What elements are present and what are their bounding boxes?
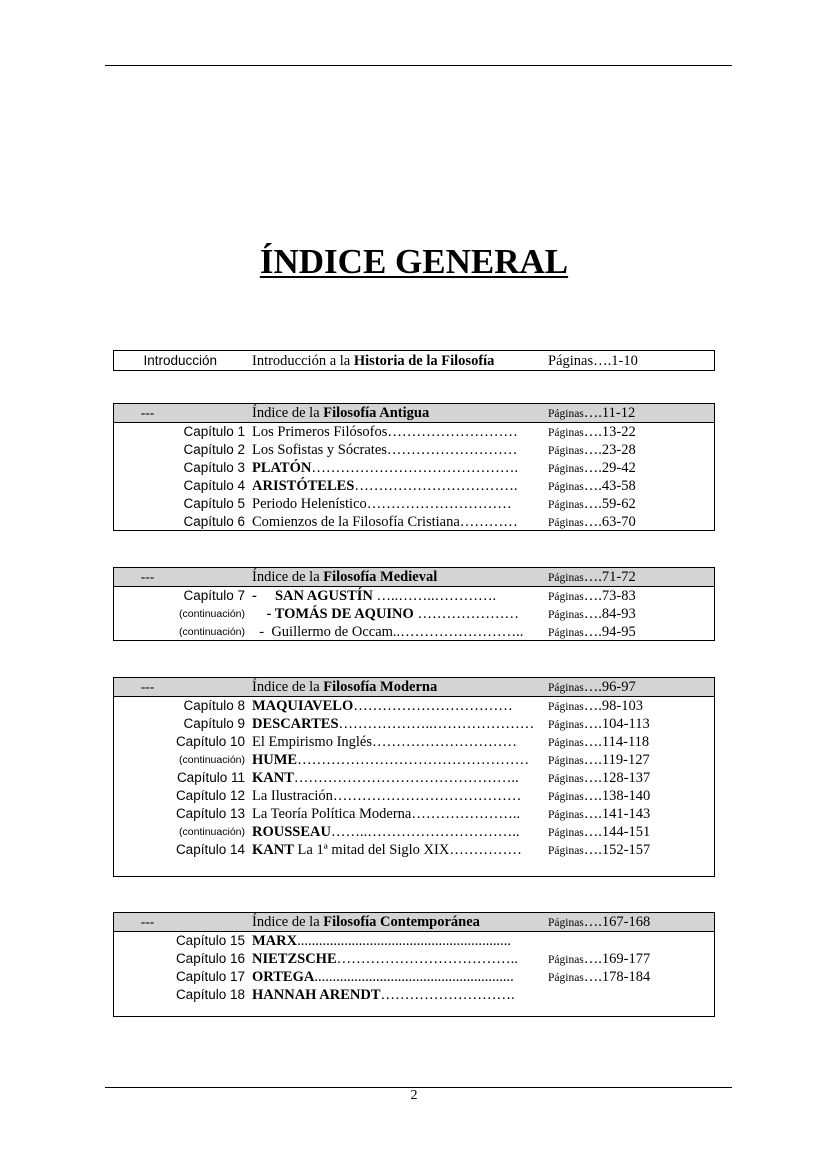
chapter-label: Capítulo 18 [175,987,245,1002]
chapter-title: KANT La 1ª mitad del Siglo XIX…………… [252,842,522,858]
toc-row [114,769,714,787]
chapter-pages: Páginas….138-140 [548,788,651,804]
toc-row [114,751,714,769]
chapter-title: El Empirismo Inglés………………………… [252,734,518,750]
section-header [114,568,714,587]
header-title: Índice de la Filosofía Medieval [252,569,438,585]
chapter-label: (continuación) [179,626,245,638]
chapter-label: Capítulo 14 [175,842,245,857]
chapter-title: - Guillermo de Occam..…………………….. [252,624,524,640]
chapter-title: Periodo Helenístico………………………… [252,496,512,512]
header-title: Índice de la Filosofía Moderna [252,679,438,695]
page-number: 2 [410,1088,418,1103]
toc-row [114,841,714,859]
chapter-title: ROUSSEAU……..………………………….. [252,824,520,840]
chapter-label: Capítulo 1 [183,424,245,439]
toc-row [114,623,714,641]
chapter-title: HUME………………………………………… [252,752,530,768]
chapter-pages: Páginas….98-103 [548,698,643,714]
intro-pages: Páginas….1-10 [548,353,638,369]
chapter-label: Capítulo 6 [183,514,245,529]
header-label: --- [140,679,155,694]
toc-row [114,733,714,751]
top-rule [105,65,732,66]
chapter-title: MARX........................................................... [252,933,511,949]
chapter-pages: Páginas….144-151 [548,824,651,840]
chapter-pages: Páginas….104-113 [548,716,650,732]
chapter-label: Capítulo 12 [175,788,245,803]
chapter-pages: Páginas….63-70 [548,514,636,530]
toc-row [114,805,714,823]
chapter-pages: Páginas….178-184 [548,969,651,985]
chapter-label: Capítulo 17 [175,969,245,984]
chapter-title: La Teoría Política Moderna………………….. [252,806,521,822]
chapter-label: Capítulo 15 [175,933,245,948]
section-antigua [113,403,715,531]
toc-row [114,477,714,495]
toc-row [114,787,714,805]
chapter-title: ARISTÓTELES……………………………. [252,478,518,494]
header-pages: Páginas….96-97 [548,679,636,695]
chapter-label: (continuación) [179,754,245,766]
chapter-label: (continuación) [179,826,245,838]
chapter-title: Los Primeros Filósofos……………………… [252,424,518,440]
chapter-title: Comienzos de la Filosofía Cristiana………… [252,514,518,530]
section-moderna [113,677,715,877]
toc-row [114,697,714,715]
header-title: Índice de la Filosofía Antigua [252,405,430,421]
toc-row [114,715,714,733]
chapter-pages: Páginas….29-42 [548,460,636,476]
chapter-label: Capítulo 4 [183,478,245,493]
chapter-label: Capítulo 5 [183,496,245,511]
chapter-pages: Páginas….128-137 [548,770,651,786]
toc-row [114,968,714,986]
chapter-pages: Páginas….84-93 [548,606,636,622]
chapter-pages: Páginas….141-143 [548,806,651,822]
toc-row [114,950,714,968]
chapter-label: (continuación) [179,608,245,620]
chapter-title: PLATÓN……………………………………. [252,460,518,476]
chapter-title: KANT……………………………………….. [252,770,519,786]
chapter-label: Capítulo 3 [183,460,245,475]
chapter-pages: Páginas….119-127 [548,752,650,768]
header-label: --- [140,405,155,420]
toc-row [114,605,714,623]
chapter-title: ORTEGA....................................................... [252,969,514,985]
chapter-label: Capítulo 9 [183,716,245,731]
chapter-pages: Páginas….43-58 [548,478,636,494]
toc-row [114,423,714,441]
chapter-label: Capítulo 11 [176,770,245,785]
chapter-title: DESCARTES………………..………………… [252,716,535,732]
chapter-pages: Páginas….13-22 [548,424,636,440]
toc-row [114,587,714,605]
intro-box [113,350,715,371]
chapter-title: Los Sofistas y Sócrates……………………… [252,442,518,458]
header-title: Índice de la Filosofía Contemporánea [252,914,480,930]
chapter-pages: Páginas….169-177 [548,951,651,967]
chapter-pages: Páginas….59-62 [548,496,636,512]
chapter-label: Capítulo 2 [183,442,245,457]
section-contemporanea [113,912,715,1017]
chapter-label: Capítulo 10 [175,734,245,749]
toc-row [114,932,714,950]
chapter-pages: Páginas….23-28 [548,442,636,458]
chapter-title: - SAN AGUSTÍN …..……..…………. [252,588,497,604]
chapter-pages: Páginas….114-118 [548,734,650,750]
chapter-pages: Páginas….73-83 [548,588,636,604]
toc-row [114,459,714,477]
header-label: --- [140,914,155,929]
chapter-title: La Ilustración………………………………… [252,788,522,804]
page-title: ÍNDICE GENERAL [259,242,569,281]
toc-row [114,986,714,1004]
header-pages: Páginas….71-72 [548,569,636,585]
intro-row [114,352,714,370]
chapter-label: Capítulo 8 [183,698,245,713]
toc-row [114,513,714,531]
section-header [114,913,714,932]
header-label: --- [140,569,155,584]
chapter-title: MAQUIAVELO…………………………… [252,698,513,714]
toc-row [114,823,714,841]
toc-row [114,495,714,513]
section-medieval [113,567,715,641]
chapter-label: Capítulo 16 [175,951,245,966]
intro-title: Introducción a la Historia de la Filosofía [252,353,495,369]
header-pages: Páginas….11-12 [548,405,636,421]
chapter-title: HANNAH ARENDT………………………. [252,987,515,1003]
chapter-title: - TOMÁS DE AQUINO ………………… [252,606,519,622]
chapter-pages: Páginas….152-157 [548,842,651,858]
chapter-pages: Páginas….94-95 [548,624,636,640]
chapter-label: Capítulo 13 [175,806,245,821]
toc-row [114,441,714,459]
section-header [114,678,714,697]
section-header [114,404,714,423]
intro-label: Introducción [143,353,217,368]
chapter-label: Capítulo 7 [183,588,245,603]
chapter-title: NIETZSCHE……………………………….. [252,951,518,967]
header-pages: Páginas….167-168 [548,914,651,930]
